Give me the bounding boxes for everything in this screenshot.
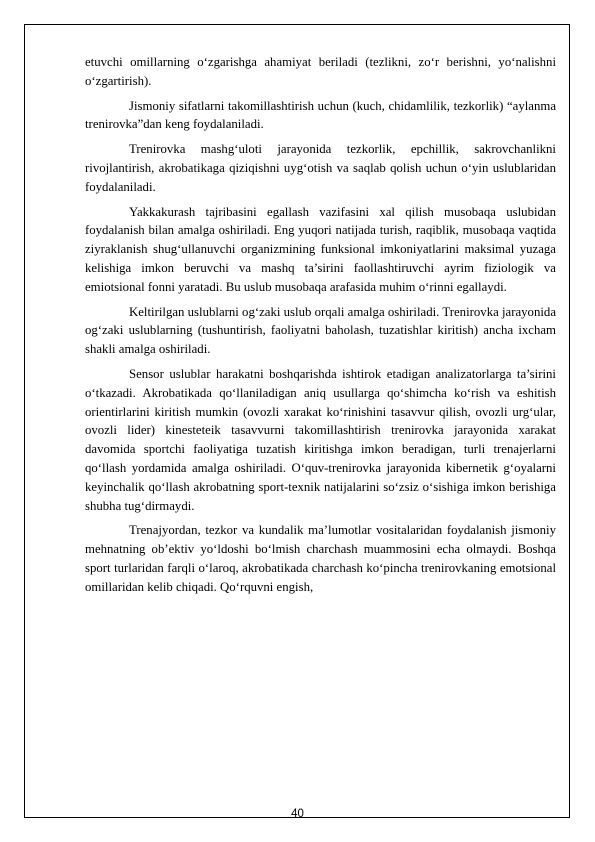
page-number: 40 bbox=[291, 808, 304, 820]
paragraph-oyin-uslublari: Trenirovka mashg‘uloti jarayonida tezkorlik, epchillik, sakrovchanlikni rivojlantirish, akrobatikaga qiziqishni uyg‘otish va saqlab qolish uchun o‘yin uslublaridan foydalaniladi. bbox=[85, 142, 556, 194]
paragraph-continuation: etuvchi omillarning o‘zgarishga ahamiyat beriladi (tezlikni, zo‘r berishni, yo‘nalishni o‘zgartirish). bbox=[85, 55, 556, 88]
paragraph-ogzaki-uslub: Keltirilgan uslublarni og‘zaki uslub orqali amalga oshiriladi. Trenirovka jarayonida og‘zaki uslublarning (tushuntirish, faoliyatni baholash, tuzatishlar kiritish) ancha ixcham shakli amalga oshiriladi. bbox=[85, 304, 556, 357]
document-body bbox=[85, 53, 556, 603]
paragraph-aylanma-trenirovka: Jismoniy sifatlarni takomillashtirish uchun (kuch, chidamlilik, tezkorlik) “aylanma trenirovka”dan keng foydalaniladi. bbox=[85, 98, 556, 132]
paragraph-musobaqa-uslubi: Yakkakurash tajribasini egallash vazifasini xal qilish musobaqa uslubidan foydalanish bilan amalga oshiriladi. Eng yuqori natijada turish, raqiblik, musobaqa vaqtida ziyraklanish shug‘ullanuvchi organizmining funksional imkoniyatlarini maksimal yuzaga kelishiga imkon beruvchi va mashq ta’sirini faollashtiruvchi ayrim fiziologik va emiotsional fonni yaratadi. Bu uslub musobaqa arafasida muhim o‘rinni egallaydi. bbox=[85, 204, 556, 294]
paragraph-trenajyor: Trenajyordan, tezkor va kundalik ma’lumotlar vositalaridan foydalanish jismoniy mehnatning ob’ektiv yo‘ldoshi bo‘lmish charchash muammosini echa olmaydi. Boshqa sport turlaridan farqli o‘laroq, akrobatikada charchash ko‘pincha trenirovkaning emotsional omillaridan kelib chiqadi. Qo‘rquvni engish, bbox=[85, 523, 556, 594]
paragraph-sensor-uslublar: Sensor uslublar harakatni boshqarishda ishtirok etadigan analizatorlarga ta’sirini o‘tkazadi. Akrobatikada qo‘llaniladigan aniq usullarga qo‘shimcha ko‘rish va eshitish orientirlarini kiritish mumkin (ovozli xarakat ko‘rinishini tasavvur qilish, ovozli urg‘ular, ovozli lider) kinesteteik tasavvurni takomillashtirish trenirovka jarayonida xarakat davomida sportchi faoliyatiga tuzatish kiritishga imkon beradigan, turli trenajerlarni qo‘llash yordamida amalga oshiriladi. O‘quv-trenirovka jarayonida kibernetik g‘oyalarni keyinchalik qo‘llash akrobatning sport-texnik natijalarini so‘zsiz o‘sishiga imkon berishiga shubha tug‘dirmaydi. bbox=[85, 366, 556, 513]
